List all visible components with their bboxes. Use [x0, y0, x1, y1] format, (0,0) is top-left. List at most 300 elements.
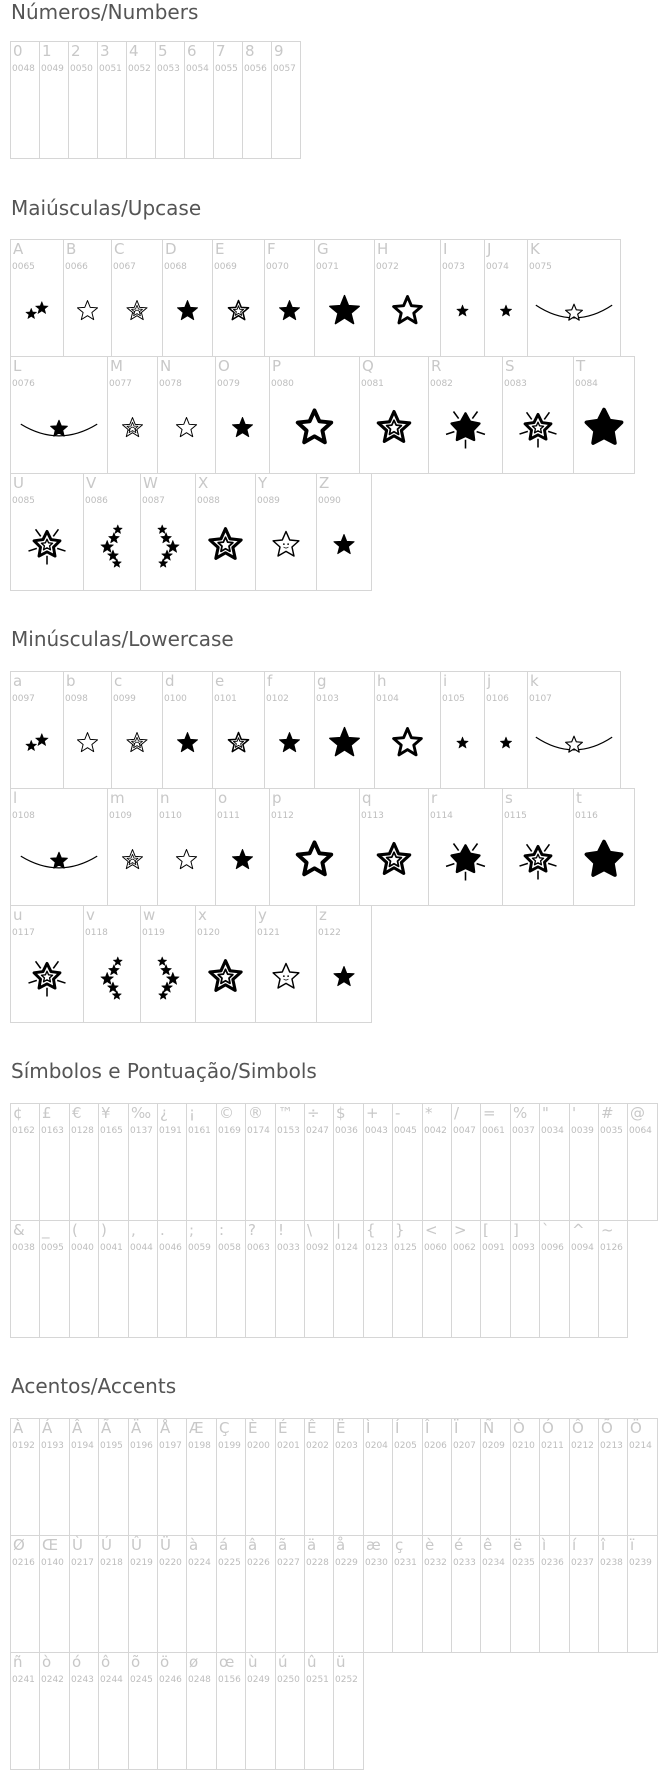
glyph-cell [598, 1418, 628, 1536]
glyph-character: ' [572, 1104, 577, 1122]
glyph-code: 0066 [65, 262, 88, 272]
glyph-character: i [443, 672, 448, 690]
glyph-code: 0123 [365, 1243, 388, 1253]
glyph-code: 0038 [12, 1243, 35, 1253]
glyph-code: 0228 [306, 1558, 329, 1568]
glyph-code: 0224 [188, 1558, 211, 1568]
glyph-cell [255, 473, 317, 591]
glyph-character: û [307, 1653, 317, 1671]
glyph-code: 0200 [247, 1441, 270, 1451]
glyph-character: Ã [101, 1419, 112, 1437]
glyph-code: 0090 [318, 496, 341, 506]
glyph-character: 3 [100, 42, 110, 60]
glyph-code: 0114 [430, 811, 453, 821]
glyph-code: 0095 [41, 1243, 64, 1253]
glyph-code: 0113 [361, 811, 384, 821]
glyph-cell [569, 1220, 599, 1338]
glyph-code: 0204 [365, 1441, 388, 1451]
glyph-code: 0083 [504, 379, 527, 389]
glyph-code: 0191 [159, 1126, 182, 1136]
glyph-code: 0214 [629, 1441, 652, 1451]
glyph-code: 0156 [218, 1675, 241, 1685]
section-title-lowercase: Minúsculas/Lowercase [11, 627, 234, 651]
glyph-cell [480, 1103, 511, 1221]
glyph-character: Ù [72, 1536, 83, 1554]
glyph-cell [186, 1418, 217, 1536]
glyph-cell [363, 1418, 393, 1536]
glyph-code: 0202 [306, 1441, 329, 1451]
glyph-character: R [431, 357, 442, 375]
glyph-cell [363, 1103, 393, 1221]
solid-star-icon [265, 702, 314, 788]
glyph-cell [128, 1535, 158, 1653]
face-star-icon [256, 936, 316, 1022]
glyph-code: 0094 [571, 1243, 594, 1253]
glyph-code: 0248 [188, 1675, 211, 1685]
glyph-character: $ [336, 1104, 346, 1122]
glyph-character: Ò [513, 1419, 525, 1437]
glyph-cell [428, 788, 503, 906]
glyph-cell [510, 1103, 540, 1221]
glyph-character: O [218, 357, 230, 375]
glyph-cell [83, 905, 141, 1023]
glyph-cell [451, 1418, 481, 1536]
glyph-cell [39, 1652, 70, 1770]
glyph-cell [527, 239, 621, 357]
glyph-code: 0117 [12, 928, 35, 938]
glyph-code: 0097 [12, 694, 35, 704]
glyph-code: 0212 [571, 1441, 594, 1451]
glyph-code: 0249 [247, 1675, 270, 1685]
glyph-code: 0137 [130, 1126, 153, 1136]
glyph-cell [569, 1103, 599, 1221]
solid-star-icon [216, 819, 269, 905]
glyph-character: ö [160, 1653, 170, 1671]
glyph-cell [69, 1535, 99, 1653]
glyph-cell [186, 1652, 217, 1770]
glyph-character: < [425, 1221, 438, 1239]
glyph-character: h [377, 672, 387, 690]
glyph-code: 0165 [100, 1126, 123, 1136]
glyph-character: . [160, 1221, 165, 1239]
glyph-code: 0109 [109, 811, 132, 821]
glyph-character: } [395, 1221, 405, 1239]
glyph-cell [98, 1652, 129, 1770]
star-stack-right-icon [141, 504, 195, 590]
glyph-code: 0198 [188, 1441, 211, 1451]
glyph-cell [242, 41, 272, 159]
glyph-cell [157, 1652, 187, 1770]
glyph-cell [275, 1418, 305, 1536]
glyph-cell [569, 1418, 599, 1536]
glyph-cell [69, 1418, 99, 1536]
glyph-character: \ [307, 1221, 313, 1239]
glyph-character: N [160, 357, 172, 375]
glyph-character: Í [395, 1419, 400, 1437]
bold-outline-star-icon [375, 702, 440, 788]
glyph-character: Ë [336, 1419, 346, 1437]
glyph-code: 0110 [159, 811, 182, 821]
glyph-code: 0060 [424, 1243, 447, 1253]
glyph-code: 0237 [571, 1558, 594, 1568]
glyph-code: 0096 [541, 1243, 564, 1253]
glyph-character: ` [542, 1221, 550, 1239]
glyph-code: 0234 [482, 1558, 505, 1568]
rounded-outline-star-icon [270, 819, 359, 905]
glyph-cell [451, 1535, 481, 1653]
glyph-code: 0227 [277, 1558, 300, 1568]
nested-star-icon [360, 387, 428, 473]
glyph-code: 0235 [512, 1558, 535, 1568]
outline-star-icon [158, 819, 215, 905]
glyph-cell [212, 671, 265, 789]
glyph-code: 0093 [512, 1243, 535, 1253]
glyph-cell [539, 1103, 570, 1221]
glyph-character: ó [72, 1653, 82, 1671]
glyph-cell [10, 473, 84, 591]
glyph-code: 0115 [504, 811, 527, 821]
glyph-code: 0033 [277, 1243, 300, 1253]
star-stack-right-icon [141, 936, 195, 1022]
glyph-cell [527, 671, 621, 789]
glyph-character: ] [513, 1221, 519, 1239]
glyph-code: 0199 [218, 1441, 241, 1451]
glyph-code: 0218 [100, 1558, 123, 1568]
glyph-character: Ç [219, 1419, 230, 1437]
glyph-code: 0105 [442, 694, 465, 704]
glyph-code: 0071 [316, 262, 339, 272]
glyph-cell [216, 1220, 246, 1338]
glyph-character: { [366, 1221, 376, 1239]
glyph-character: M [110, 357, 123, 375]
glyph-character: T [576, 357, 586, 375]
section-title-accents: Acentos/Accents [11, 1374, 177, 1398]
glyph-character: z [319, 906, 327, 924]
glyph-character: Ì [366, 1419, 371, 1437]
glyph-code: 0104 [376, 694, 399, 704]
glyph-character: î [601, 1536, 606, 1554]
glyph-cell [333, 1652, 364, 1770]
glyph-character: q [362, 789, 372, 807]
glyph-character: ‰ [131, 1104, 152, 1122]
glyph-character: í [572, 1536, 577, 1554]
glyph-character: © [219, 1104, 234, 1122]
glyph-cell [39, 1103, 70, 1221]
glyph-character: ñ [13, 1653, 23, 1671]
glyph-character: Œ [42, 1536, 59, 1554]
glyph-code: 0251 [306, 1675, 329, 1685]
glyph-code: 0045 [394, 1126, 417, 1136]
glyph-cell [269, 788, 360, 906]
glyph-character: = [483, 1104, 496, 1122]
glyph-cell [374, 239, 441, 357]
glyph-cell [363, 1535, 393, 1653]
glyph-character: õ [131, 1653, 141, 1671]
glyph-code: 0169 [218, 1126, 241, 1136]
glyph-code: 0099 [113, 694, 136, 704]
glyph-cell [140, 905, 196, 1023]
glyph-cell [69, 1220, 99, 1338]
glyph-character: Ö [630, 1419, 642, 1437]
glyph-code: 0219 [130, 1558, 153, 1568]
glyph-cell [314, 239, 375, 357]
section-title-symbols: Símbolos e Pontuação/Simbols [11, 1059, 317, 1083]
glyph-character: ! [278, 1221, 285, 1239]
glyph-cell [107, 356, 158, 474]
solid-star-icon [163, 270, 212, 356]
glyph-cell [539, 1220, 570, 1338]
glyph-code: 0213 [600, 1441, 623, 1451]
glyph-cell [480, 1418, 511, 1536]
glyph-cell [69, 1652, 99, 1770]
glyph-code: 0244 [100, 1675, 123, 1685]
glyph-character: _ [42, 1221, 50, 1239]
glyph-cell [422, 1535, 452, 1653]
glyph-cell [10, 41, 40, 159]
glyph-code: 0247 [306, 1126, 329, 1136]
glyph-character: k [530, 672, 539, 690]
glyph-character: 7 [216, 42, 226, 60]
glyph-code: 0196 [130, 1441, 153, 1451]
glyph-character: ê [483, 1536, 493, 1554]
glyph-code: 0084 [575, 379, 598, 389]
glyph-code: 0063 [247, 1243, 270, 1253]
glyph-code: 0197 [159, 1441, 182, 1451]
glyph-character: Z [319, 474, 330, 492]
glyph-character: D [165, 240, 177, 258]
glyph-cell [10, 905, 84, 1023]
glyph-code: 0229 [335, 1558, 358, 1568]
glyph-cell [264, 239, 315, 357]
swirl-star-icon [108, 387, 157, 473]
glyph-code: 0103 [316, 694, 339, 704]
glyph-character: H [377, 240, 389, 258]
glyph-code: 0051 [99, 64, 122, 74]
glyph-character: 5 [158, 42, 168, 60]
glyph-cell [186, 1220, 217, 1338]
glyph-character: æ [366, 1536, 381, 1554]
glyph-cell [480, 1535, 511, 1653]
glyph-code: 0192 [12, 1441, 35, 1451]
glyph-cell [245, 1418, 276, 1536]
glyph-character: Õ [601, 1419, 613, 1437]
glyph-cell [598, 1535, 628, 1653]
glyph-code: 0037 [512, 1126, 535, 1136]
glyph-cell [333, 1418, 364, 1536]
glyph-cell [392, 1535, 423, 1653]
glyph-cell [484, 239, 528, 357]
glyph-code: 0101 [214, 694, 237, 704]
glyph-character: ¥ [101, 1104, 111, 1122]
glyph-code: 0195 [100, 1441, 123, 1451]
glyph-code: 0049 [41, 64, 64, 74]
glyph-cell [213, 41, 243, 159]
glyph-character: ë [513, 1536, 523, 1554]
rounded-solid-star-icon [574, 819, 634, 905]
glyph-cell [451, 1220, 481, 1338]
glyph-code: 0061 [482, 1126, 505, 1136]
star-swag-solid-icon [11, 819, 107, 905]
glyph-cell [359, 788, 429, 906]
glyph-cell [627, 1103, 658, 1221]
glyph-character: è [425, 1536, 435, 1554]
glyph-character: , [131, 1221, 136, 1239]
glyph-cell [212, 239, 265, 357]
glyph-character: ^ [572, 1221, 585, 1239]
star-swag-solid-icon [11, 387, 107, 473]
glyph-cell [359, 356, 429, 474]
glyph-code: 0111 [217, 811, 240, 821]
glyph-code: 0241 [12, 1675, 35, 1685]
glyph-code: 0054 [186, 64, 209, 74]
glyph-code: 0073 [442, 262, 465, 272]
glyph-character: b [66, 672, 76, 690]
glyph-cell [186, 1103, 217, 1221]
glyph-code: 0211 [541, 1441, 564, 1451]
glyph-character: @ [630, 1104, 645, 1122]
glyph-character: à [189, 1536, 199, 1554]
glyph-code: 0040 [71, 1243, 94, 1253]
glyph-cell [10, 1652, 40, 1770]
glyph-code: 0091 [482, 1243, 505, 1253]
glyph-character: ú [278, 1653, 288, 1671]
glyph-cell [184, 41, 214, 159]
glyph-code: 0161 [188, 1126, 211, 1136]
glyph-code: 0225 [218, 1558, 241, 1568]
glyph-character: L [13, 357, 22, 375]
glyph-code: 0245 [130, 1675, 153, 1685]
glyph-cell [392, 1220, 423, 1338]
glyph-code: 0048 [12, 64, 35, 74]
glyph-cell [510, 1220, 540, 1338]
glyph-cell [157, 1535, 187, 1653]
glyph-cell [440, 239, 485, 357]
glyph-character: X [198, 474, 209, 492]
glyph-character: 1 [42, 42, 52, 60]
glyph-character: u [13, 906, 23, 924]
glyph-code: 0209 [482, 1441, 505, 1451]
glyph-cell [10, 356, 108, 474]
glyph-cell [39, 1418, 70, 1536]
glyph-code: 0231 [394, 1558, 417, 1568]
glyph-character: Û [131, 1536, 142, 1554]
glyph-character: x [198, 906, 207, 924]
glyph-cell [157, 788, 216, 906]
glyph-cell [111, 239, 163, 357]
outline-star-icon [64, 702, 111, 788]
glyph-cell [569, 1535, 599, 1653]
glyph-code: 0042 [424, 1126, 447, 1136]
glyph-code: 0082 [430, 379, 453, 389]
glyph-cell [98, 1535, 129, 1653]
glyph-character: | [336, 1221, 342, 1239]
glyph-cell [598, 1103, 628, 1221]
section-title-upcase: Maiúsculas/Upcase [11, 196, 202, 220]
glyph-character: ™ [278, 1104, 293, 1122]
large-solid-star-icon [315, 702, 374, 788]
burst-nested-star-icon [11, 936, 83, 1022]
glyph-character: o [218, 789, 228, 807]
glyph-code: 0087 [142, 496, 165, 506]
glyph-character: ; [189, 1221, 195, 1239]
glyph-character: Q [362, 357, 374, 375]
glyph-character: ¡ [189, 1104, 196, 1122]
glyph-cell [155, 41, 185, 159]
glyph-character: # [601, 1104, 614, 1122]
glyph-code: 0250 [277, 1675, 300, 1685]
glyph-code: 0216 [12, 1558, 35, 1568]
star-pair-icon [11, 702, 63, 788]
glyph-cell [216, 1652, 246, 1770]
glyph-code: 0058 [218, 1243, 241, 1253]
glyph-cell [111, 671, 163, 789]
glyph-character: J [487, 240, 492, 258]
glyph-cell [83, 473, 141, 591]
glyph-cell [10, 1418, 40, 1536]
solid-star-icon [317, 504, 371, 590]
glyph-code: 0238 [600, 1558, 623, 1568]
glyph-character: S [505, 357, 515, 375]
glyph-cell [162, 671, 213, 789]
glyph-character: € [72, 1104, 82, 1122]
glyph-character: E [215, 240, 225, 258]
glyph-code: 0078 [159, 379, 182, 389]
glyph-cell [264, 671, 315, 789]
glyph-character: ï [630, 1536, 635, 1554]
glyph-code: 0034 [541, 1126, 564, 1136]
glyph-character: 9 [274, 42, 284, 60]
glyph-cell [304, 1418, 334, 1536]
glyph-code: 0252 [335, 1675, 358, 1685]
glyph-character: t [576, 789, 582, 807]
glyph-code: 0207 [453, 1441, 476, 1451]
glyph-character: ¿ [160, 1104, 168, 1122]
glyph-cell [186, 1535, 217, 1653]
glyph-code: 0162 [12, 1126, 35, 1136]
glyph-character: [ [483, 1221, 489, 1239]
glyph-character: r [431, 789, 438, 807]
glyph-character: Ä [131, 1419, 142, 1437]
glyph-code: 0056 [244, 64, 267, 74]
glyph-cell [484, 671, 528, 789]
glyph-cell [10, 1535, 40, 1653]
glyph-code: 0047 [453, 1126, 476, 1136]
glyph-code: 0232 [424, 1558, 447, 1568]
glyph-code: 0080 [271, 379, 294, 389]
glyph-cell [316, 905, 372, 1023]
glyph-character: Á [42, 1419, 53, 1437]
glyph-code: 0124 [335, 1243, 358, 1253]
glyph-character: ® [248, 1104, 263, 1122]
glyph-code: 0116 [575, 811, 598, 821]
glyph-character: W [143, 474, 158, 492]
glyph-cell [304, 1535, 334, 1653]
glyph-character: ÷ [307, 1104, 320, 1122]
glyph-code: 0220 [159, 1558, 182, 1568]
glyph-character: 4 [129, 42, 139, 60]
glyph-cell [422, 1220, 452, 1338]
glyph-character: ~ [601, 1221, 614, 1239]
glyph-code: 0075 [529, 262, 552, 272]
glyph-cell [216, 1535, 246, 1653]
glyph-character: * [425, 1104, 433, 1122]
glyph-code: 0125 [394, 1243, 417, 1253]
glyph-code: 0086 [85, 496, 108, 506]
glyph-character: 6 [187, 42, 197, 60]
glyph-cell [269, 356, 360, 474]
glyph-cell [68, 41, 98, 159]
glyph-cell [275, 1103, 305, 1221]
